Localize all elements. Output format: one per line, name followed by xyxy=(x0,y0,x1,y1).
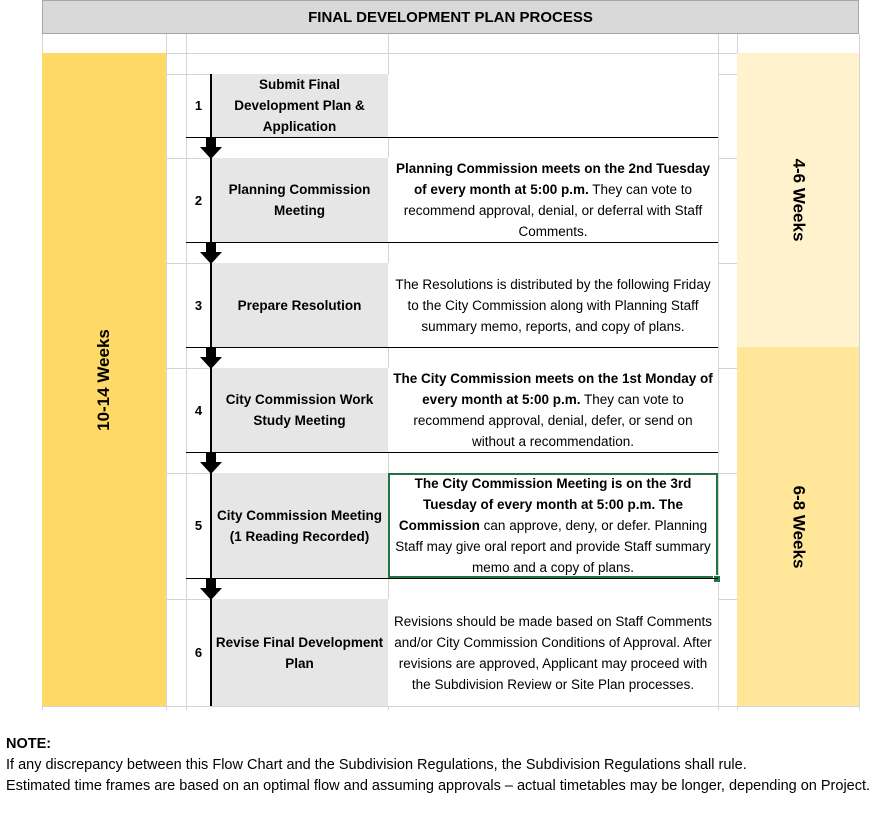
duration-label-right-bottom: 6-8 Weeks xyxy=(788,485,808,568)
step-number: 5 xyxy=(194,518,203,533)
down-arrow-icon xyxy=(200,137,222,159)
step-divider xyxy=(186,242,718,243)
step-label: Planning Commission Meeting xyxy=(211,158,388,242)
note-line-2: Estimated time frames are based on an optimal flow and assuming approvals – actual timetables may be longer, depending on Project. xyxy=(6,778,871,794)
duration-band-right-bottom xyxy=(737,347,859,706)
down-arrow-icon xyxy=(200,242,222,264)
step-description-bold: Planning Commission meets on the 2nd Tuesday of every month at 5:00 p.m. xyxy=(395,161,711,197)
down-arrow-icon xyxy=(200,578,222,600)
step-divider xyxy=(186,347,718,348)
step-number: 2 xyxy=(194,192,203,208)
step-divider xyxy=(186,578,718,579)
step-number: 3 xyxy=(194,297,203,313)
grid-line xyxy=(42,706,859,707)
flow-line xyxy=(210,74,212,706)
step-label: Revise Final Development Plan xyxy=(211,599,388,706)
step-description xyxy=(388,158,718,242)
duration-band-right-top xyxy=(737,53,859,347)
step-description-text: can approve, deny, or defer. Planning Staff may give oral report and provide Staff summary memo and a copy of plans. xyxy=(395,518,711,575)
note-heading: NOTE: xyxy=(6,736,52,752)
step-description-bold: The City Commission meets on the 1st Monday of every month at 5:00 p.m. xyxy=(393,371,713,407)
fill-handle[interactable] xyxy=(713,575,721,583)
down-arrow-icon xyxy=(200,452,222,474)
note-section xyxy=(6,734,891,797)
step-number: 1 xyxy=(194,98,203,113)
step-label: City Commission Work Study Meeting xyxy=(211,368,388,452)
duration-label-right-top: 4-6 Weeks xyxy=(788,158,808,242)
page-title xyxy=(42,0,859,34)
step-description-text: Revisions should be made based on Staff Comments and/or City Commission Conditions of Approval. After revisions are approved, Applicant may proceed with the Subdivision Review or Site Plan processes. xyxy=(394,613,712,692)
duration-label-left: 10-14 Weeks xyxy=(93,328,113,431)
step-description-text: They can vote to recommend approval, denial, or deferral with Staff Comments. xyxy=(403,182,703,239)
step-description xyxy=(388,263,718,347)
down-arrow-icon xyxy=(200,347,222,369)
step-label: Submit Final Development Plan & Application xyxy=(211,74,388,137)
step-description-bold: The City Commission Meeting is on the 3rd Tuesday of every month at 5:00 p.m. The Commission xyxy=(398,476,692,533)
grid-line xyxy=(718,34,719,710)
duration-band-left xyxy=(42,53,166,706)
step-description-text: The Resolutions is distributed by the following Friday to the City Commission along with Planning Staff summary memo, reports, and copy of plans. xyxy=(395,276,711,334)
step-description-text: They can vote to recommend approval, denial, defer, or send on without a recommendation. xyxy=(413,392,693,449)
step-divider xyxy=(186,137,718,138)
step-description xyxy=(388,368,718,452)
step-label: Prepare Resolution xyxy=(211,263,388,347)
grid-line xyxy=(166,34,167,710)
grid-line xyxy=(859,34,860,710)
step-description xyxy=(388,74,718,137)
page-title-text: FINAL DEVELOPMENT PLAN PROCESS xyxy=(308,8,593,26)
step-label: City Commission Meeting (1 Reading Recorded) xyxy=(211,473,388,578)
step-description xyxy=(388,599,718,706)
note-line-1: If any discrepancy between this Flow Chart and the Subdivision Regulations, the Subdivision Regulations shall rule. xyxy=(6,757,747,773)
step-description-selected-cell[interactable] xyxy=(388,473,718,578)
step-number: 6 xyxy=(194,645,203,660)
step-number: 4 xyxy=(194,402,203,418)
step-divider xyxy=(186,452,718,453)
